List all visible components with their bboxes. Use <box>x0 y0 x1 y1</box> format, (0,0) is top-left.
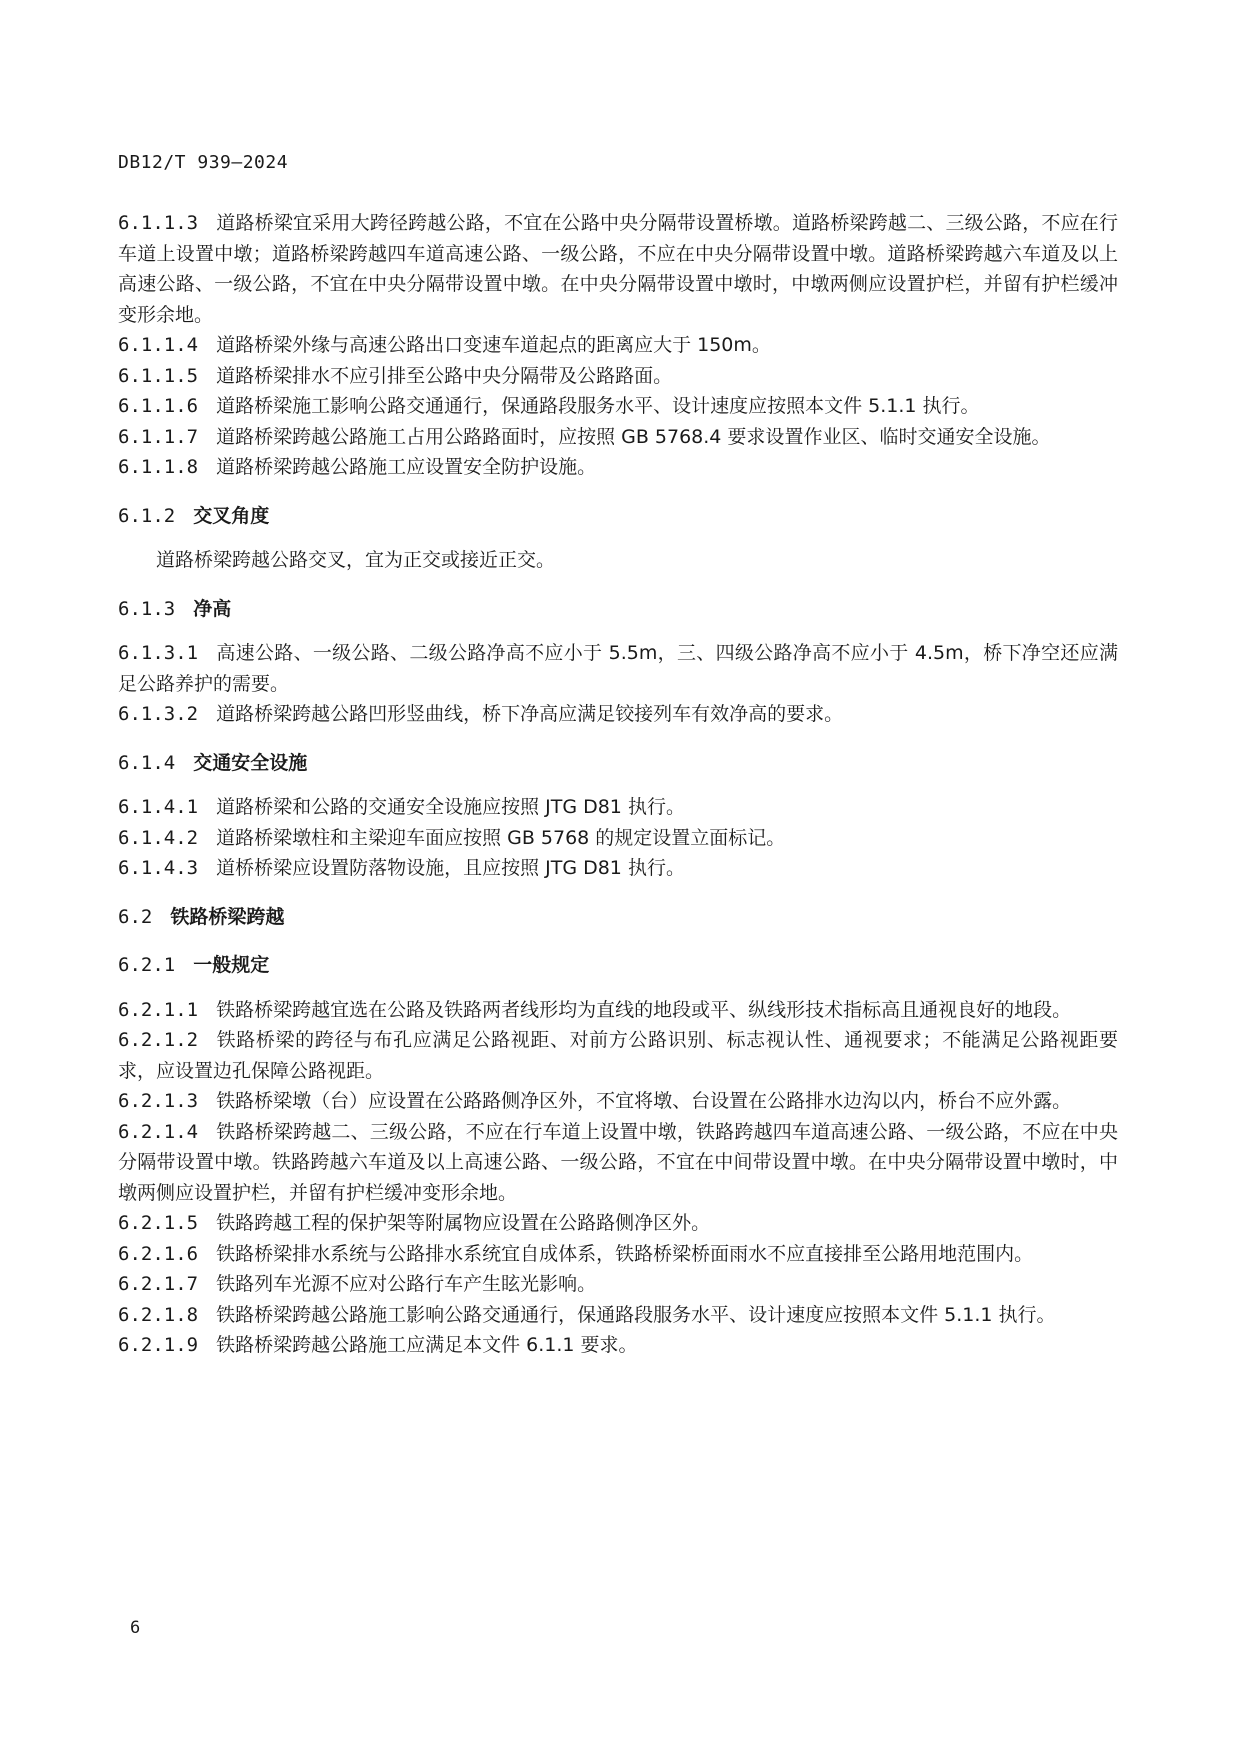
section-title: 交叉角度 <box>193 504 270 527</box>
clause <box>118 361 1118 392</box>
clause <box>118 391 1118 422</box>
section-heading <box>118 594 1118 625</box>
section-number: 6.2.1 <box>118 954 176 976</box>
section-number: 6.2 <box>118 905 153 928</box>
clause <box>118 1086 1118 1117</box>
clause <box>118 1300 1118 1331</box>
clause-number: 6.2.1.2 <box>118 1029 199 1051</box>
clause <box>118 1117 1118 1209</box>
clause-text: 道路桥梁跨越公路施工应设置安全防护设施。 <box>216 456 597 478</box>
clause <box>118 422 1118 453</box>
clause-number: 6.1.4.3 <box>118 857 199 879</box>
document-code-header: DB12/T 939—2024 <box>118 152 289 173</box>
clause-text: 道路桥梁宜采用大跨径跨越公路，不宜在公路中央分隔带设置桥墩。道路桥梁跨越二、三级公路，不应在行车道上设置中墩；道路桥梁跨越四车道高速公路、一级公路，不应在中央分隔带设置中墩。道路桥梁跨越六车道及以上高速公路、一级公路，不宜在中央分隔带设置中墩。在中央分隔带设置中墩时，中墩两侧应设置护栏，并留有护栏缓冲变形余地。 <box>118 212 1118 326</box>
clause <box>118 853 1118 884</box>
clause-text: 道路桥梁施工影响公路交通通行，保通路段服务水平、设计速度应按照本文件 5.1.1 执行。 <box>216 395 980 417</box>
section-title: 铁路桥梁跨越 <box>170 905 285 928</box>
clause-number: 6.1.4.2 <box>118 826 199 849</box>
section-heading <box>118 748 1118 779</box>
clause <box>118 792 1118 823</box>
clause-number: 6.2.1.8 <box>118 1303 199 1326</box>
section-number: 6.1.4 <box>118 751 176 774</box>
section-title: 净高 <box>193 597 232 620</box>
paragraph: 道路桥梁跨越公路交叉，宜为正交或接近正交。 <box>156 549 556 571</box>
clause-text: 道路桥梁排水不应引排至公路中央分隔带及公路路面。 <box>216 364 673 387</box>
clause-number: 6.1.3.1 <box>118 642 199 664</box>
clause <box>118 1330 1118 1361</box>
clause-number: 6.2.1.5 <box>118 1212 199 1234</box>
clause-number: 6.1.1.6 <box>118 395 199 417</box>
page-number: 6 <box>130 1618 141 1638</box>
clause-number: 6.1.1.3 <box>118 212 199 234</box>
clause <box>118 1269 1118 1300</box>
clause-text: 铁路桥梁墩（台）应设置在公路路侧净区外，不宜将墩、台设置在公路排水边沟以内，桥台不应外露。 <box>216 1090 1072 1112</box>
clause-number: 6.2.1.7 <box>118 1273 199 1295</box>
section-heading <box>118 902 1118 933</box>
clause <box>118 995 1118 1026</box>
clause-text: 铁路桥梁跨越公路施工应满足本文件 6.1.1 要求。 <box>216 1334 638 1356</box>
clause-text: 铁路桥梁跨越公路施工影响公路交通通行，保通路段服务水平、设计速度应按照本文件 5.1.1 执行。 <box>216 1303 1056 1326</box>
clause-number: 6.1.4.1 <box>118 796 199 818</box>
clause-number: 6.1.1.8 <box>118 456 199 478</box>
clause-number: 6.1.3.2 <box>118 703 199 725</box>
clause <box>118 452 1118 483</box>
clause-number: 6.1.1.7 <box>118 425 199 448</box>
clause-text: 铁路桥梁跨越宜选在公路及铁路两者线形均为直线的地段或平、纵线形技术指标高且通视良好的地段。 <box>216 998 1072 1021</box>
clause <box>118 1025 1118 1086</box>
clause-number: 6.1.1.4 <box>118 334 199 356</box>
clause-text: 道路桥梁和公路的交通安全设施应按照 JTG D81 执行。 <box>216 796 685 818</box>
section-heading <box>118 501 1118 532</box>
clause-text: 道路桥梁墩柱和主梁迎车面应按照 GB 5768 的规定设置立面标记。 <box>216 826 786 849</box>
clause <box>118 1239 1118 1270</box>
clause-text: 高速公路、一级公路、二级公路净高不应小于 5.5m，三、四级公路净高不应小于 4.5m，桥下净空还应满足公路养护的需要。 <box>118 642 1118 695</box>
section-title: 一般规定 <box>193 954 270 976</box>
clause-text: 铁路列车光源不应对公路行车产生眩光影响。 <box>216 1273 597 1295</box>
section-heading <box>118 950 1118 981</box>
clause-number: 6.2.1.4 <box>118 1120 199 1143</box>
document-body <box>118 208 1118 1361</box>
section-number: 6.1.3 <box>118 597 176 620</box>
clause <box>118 330 1118 361</box>
clause-number: 6.2.1.9 <box>118 1334 199 1356</box>
clause-number: 6.1.1.5 <box>118 364 199 387</box>
clause-text: 道路桥梁外缘与高速公路出口变速车道起点的距离应大于 150m。 <box>216 334 771 356</box>
section-title: 交通安全设施 <box>193 751 308 774</box>
clause-text: 道路桥梁跨越公路施工占用公路路面时，应按照 GB 5768.4 要求设置作业区、临时交通安全设施。 <box>216 425 1051 448</box>
clause-text: 道路桥梁跨越公路凹形竖曲线，桥下净高应满足铰接列车有效净高的要求。 <box>216 703 844 725</box>
clause-number: 6.2.1.6 <box>118 1242 199 1265</box>
clause <box>118 208 1118 330</box>
clause-text: 铁路桥梁跨越二、三级公路，不应在行车道上设置中墩，铁路跨越四车道高速公路、一级公路，不应在中央分隔带设置中墩。铁路跨越六车道及以上高速公路、一级公路，不宜在中间带设置中墩。在中央分隔带设置中墩时，中墩两侧应设置护栏，并留有护栏缓冲变形余地。 <box>118 1120 1118 1204</box>
clause <box>118 638 1118 699</box>
clause-text: 铁路桥梁的跨径与布孔应满足公路视距、对前方公路识别、标志视认性、通视要求；不能满足公路视距要求，应设置边孔保障公路视距。 <box>118 1029 1118 1082</box>
clause <box>118 1208 1118 1239</box>
clause-number: 6.2.1.3 <box>118 1090 199 1112</box>
section-number: 6.1.2 <box>118 504 176 527</box>
clause-text: 铁路桥梁排水系统与公路排水系统宜自成体系，铁路桥梁桥面雨水不应直接排至公路用地范围内。 <box>216 1242 1034 1265</box>
clause-text: 道桥桥梁应设置防落物设施，且应按照 JTG D81 执行。 <box>216 857 685 879</box>
clause <box>118 699 1118 730</box>
clause-text: 铁路跨越工程的保护架等附属物应设置在公路路侧净区外。 <box>216 1212 711 1234</box>
clause-number: 6.2.1.1 <box>118 998 199 1021</box>
clause <box>118 823 1118 854</box>
